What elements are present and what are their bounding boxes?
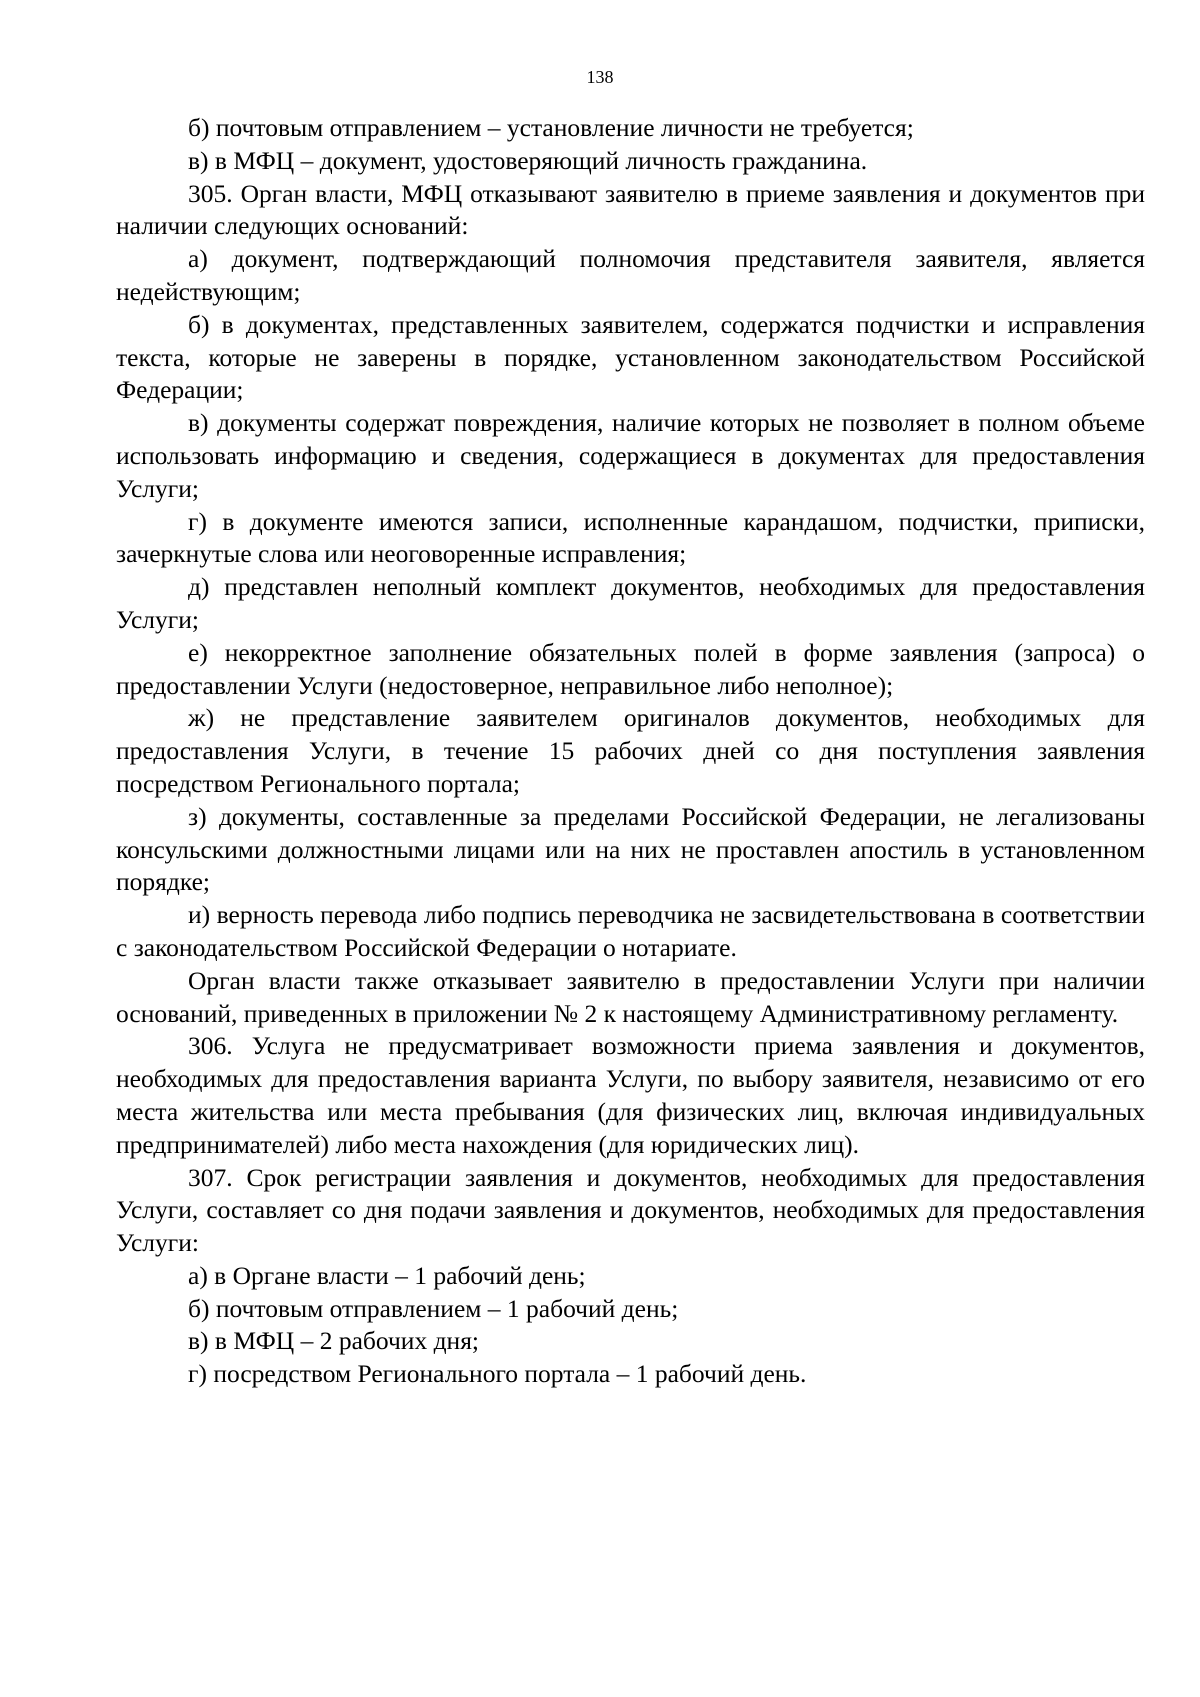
paragraph: з) документы, составленные за пределами Российской Федерации, не легализованы консульскими должностными лицами или на них не проставлен апостиль в установленном порядке; bbox=[116, 801, 1145, 897]
page-number: 138 bbox=[586, 67, 614, 87]
paragraph: б) почтовым отправлением – установление личности не требуется; bbox=[188, 113, 914, 142]
paragraph: Орган власти также отказывает заявителю в предоставлении Услуги при наличии оснований, приведенных в приложении № 2 к настоящему Административному регламенту. bbox=[116, 965, 1145, 1028]
paragraph: в) документы содержат повреждения, наличие которых не позволяет в полном объеме использовать информацию и сведения, содержащиеся в документах для предоставления Услуги; bbox=[116, 408, 1145, 503]
document-body bbox=[116, 112, 1145, 1391]
paragraph: а) документ, подтверждающий полномочия представителя заявителя, является недействующим; bbox=[116, 244, 1145, 306]
paragraph: 306. Услуга не предусматривает возможности приема заявления и документов, необходимых для предоставления варианта Услуги, по выбору заявителя, независимо от его места жительства или места пребывания (для физических лиц, включая индивидуальных предпринимателей) либо места нахождения (для юридических лиц). bbox=[116, 1031, 1145, 1159]
paragraph: 307. Срок регистрации заявления и документов, необходимых для предоставления Услуги, составляет со дня подачи заявления и документов, необходимых для предоставления Услуги: bbox=[116, 1162, 1145, 1258]
paragraph: и) верность перевода либо подпись переводчика не засвидетельствована в соответствии с законодательством Российской Федерации о нотариате. bbox=[116, 900, 1145, 962]
paragraph: е) некорректное заполнение обязательных полей в форме заявления (запроса) о предоставлении Услуги (недостоверное, неправильное либо неполное); bbox=[116, 637, 1145, 700]
paragraph: д) представлен неполный комплект документов, необходимых для предоставления Услуги; bbox=[116, 572, 1145, 634]
paragraph: в) в МФЦ – документ, удостоверяющий личность гражданина. bbox=[188, 145, 868, 175]
paragraph: ж) не представление заявителем оригиналов документов, необходимых для предоставления Услуги, в течение 15 рабочих дней со дня поступления заявления посредством Регионального портала; bbox=[116, 703, 1145, 798]
paragraph: а) в Органе власти – 1 рабочий день; bbox=[188, 1260, 586, 1290]
paragraph: б) почтовым отправлением – 1 рабочий день; bbox=[188, 1293, 679, 1323]
paragraph: б) в документах, представленных заявителем, содержатся подчистки и исправления текста, которые не заверены в порядке, установленном законодательством Российской Федерации; bbox=[116, 309, 1145, 405]
paragraph: г) в документе имеются записи, исполненные карандашом, подчистки, приписки, зачеркнутые слова или неоговоренные исправления; bbox=[116, 506, 1145, 569]
paragraph: в) в МФЦ – 2 рабочих дня; bbox=[188, 1326, 480, 1356]
paragraph: г) посредством Регионального портала – 1 рабочий день. bbox=[188, 1359, 807, 1389]
paragraph: 305. Орган власти, МФЦ отказывают заявителю в приеме заявления и документов при наличии следующих оснований: bbox=[116, 178, 1145, 241]
